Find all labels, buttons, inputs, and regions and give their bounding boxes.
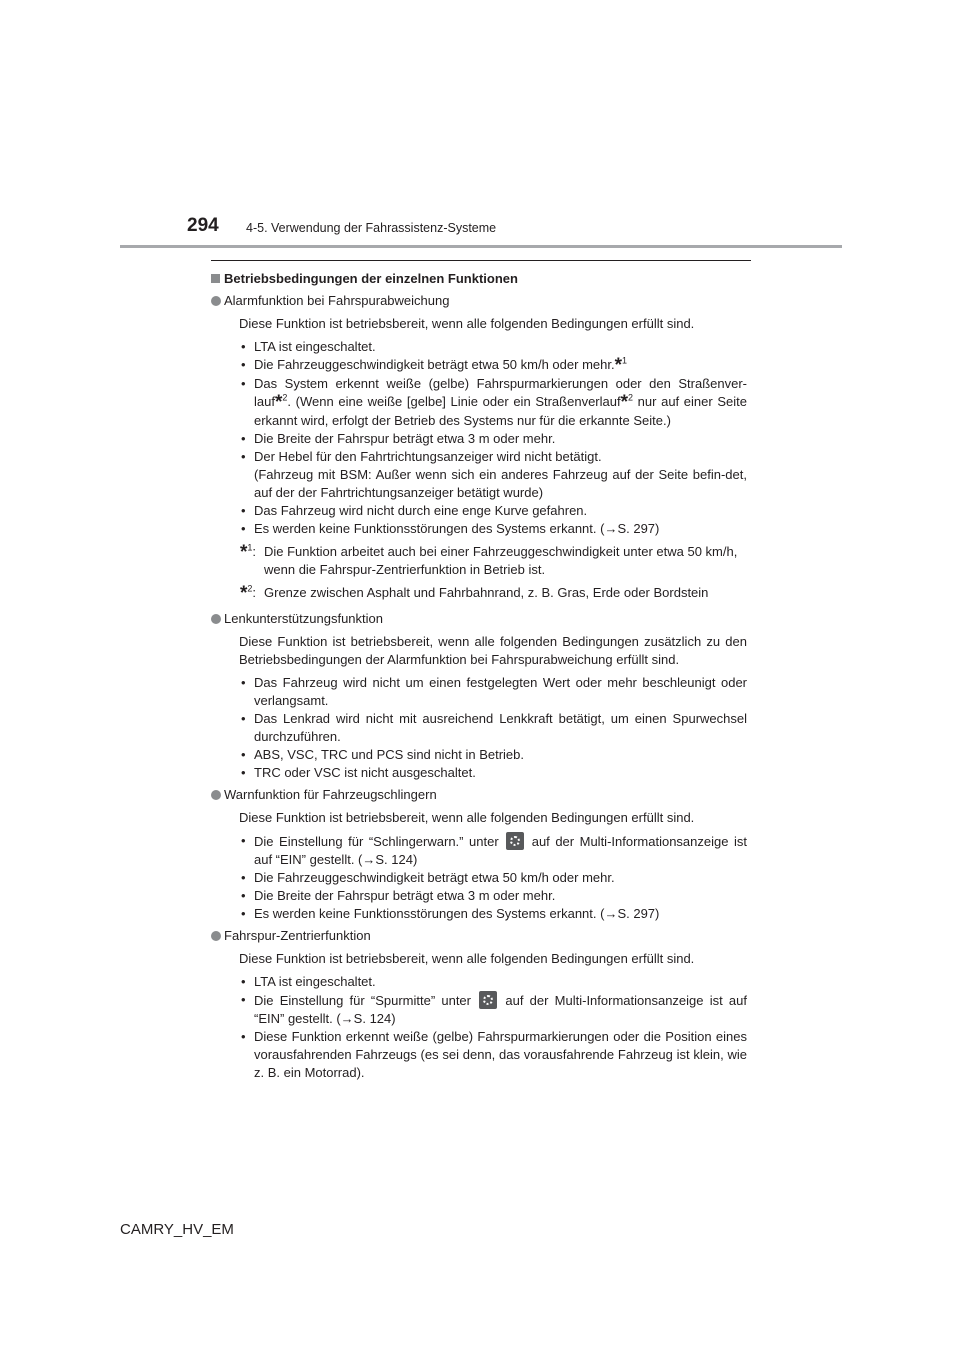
- list-item: • Die Einstellung für “Spurmitte” unter auf der Multi-Informationsanzeige ist auf “EIN” gestellt. (→S. 124): [239, 991, 747, 1028]
- square-bullet-icon: [211, 274, 220, 283]
- sway-intro: Diese Funktion ist betriebsbereit, wenn alle folgenden Bedingungen erfüllt sind.: [239, 810, 695, 825]
- list-item: • TRC oder VSC ist nicht ausgeschaltet.: [239, 764, 747, 782]
- list-item: • ABS, VSC, TRC und PCS sind nicht in Betrieb.: [239, 746, 747, 764]
- steering-intro: Diese Funktion ist betriebsbereit, wenn alle folgenden Bedingungen zusätzlich zu den Betriebsbedingungen der Alarmfunktion bei Fahrspurabweichung erfüllt sind.: [239, 634, 747, 667]
- list-item: • Der Hebel für den Fahrtrichtungsanzeiger wird nicht betätigt. (Fahrzeug mit BSM: Außer wenn sich ein anderes Fahrzeug auf der Seite befin-det, auf der der Fahrtrichtungsanzeiger betätigt wurde): [239, 448, 747, 502]
- footnote-ref: 1: [622, 355, 628, 366]
- item-heading-centering: [224, 927, 747, 945]
- chapter-title: 4-5. Verwendung der Fahrassistenz-Systeme: [246, 221, 497, 235]
- list-item: • LTA ist eingeschaltet.: [239, 973, 747, 991]
- section-title: Betriebsbedingungen der einzelnen Funktionen: [224, 271, 518, 286]
- section-heading: [211, 270, 747, 288]
- circle-bullet-icon: [211, 296, 221, 306]
- list-item: • Diese Funktion erkennt weiße (gelbe) Fahrspurmarkierungen oder die Position eines vorausfahrenden Fahrzeugs (es sei denn, das vorausfahrende Fahrzeug ist klein, wie z. B. ein Motorrad).: [239, 1028, 747, 1082]
- list-item: • Die Breite der Fahrspur beträgt etwa 3 m oder mehr.: [239, 430, 747, 448]
- circle-bullet-icon: [211, 614, 221, 624]
- footnote-marker: *: [614, 355, 622, 376]
- list-item: • Es werden keine Funktionsstörungen des Systems erkannt. (→S. 297): [239, 520, 747, 538]
- list-item: • Die Fahrzeuggeschwindigkeit beträgt etwa 50 km/h oder mehr.*$^1$: [239, 356, 747, 375]
- centering-intro: Diese Funktion ist betriebsbereit, wenn alle folgenden Bedingungen erfüllt sind.: [239, 951, 695, 966]
- list-item: • LTA ist eingeschaltet.: [239, 338, 747, 356]
- alarm-intro: Diese Funktion ist betriebsbereit, wenn alle folgenden Bedingungen erfüllt sind.: [239, 316, 695, 331]
- footnote-2: *$^2$: Grenze zwischen Asphalt und Fahrbahnrand, z. B. Gras, Erde oder Bordstein: [240, 583, 709, 604]
- sway-conditions: [239, 832, 747, 923]
- list-item: • Das Fahrzeug wird nicht durch eine enge Kurve gefahren.: [239, 502, 747, 520]
- list-item: • Die Einstellung für “Schlingerwarn.” unter auf der Multi-Informationsanzeige ist auf “EIN” gestellt. (→S. 124): [239, 832, 747, 869]
- item-heading-steering: [224, 610, 747, 628]
- item-heading-alarm: [224, 292, 747, 310]
- footnote-ref: 2: [628, 392, 634, 403]
- list-item: • Die Fahrzeuggeschwindigkeit beträgt etwa 50 km/h oder mehr.: [239, 869, 747, 887]
- header-divider: [120, 245, 842, 248]
- centering-conditions: [239, 973, 747, 1082]
- list-item: • Das Fahrzeug wird nicht um einen festgelegten Wert oder mehr beschleunigt oder verlangsamt.: [239, 674, 747, 710]
- footnote-1: *$^1$: Die Funktion arbeitet auch bei einer Fahrzeuggeschwindigkeit unter etwa 50 km/h, wenn die Fahrspur-Zentrierfunktion in Betrieb ist.: [240, 542, 738, 577]
- circle-bullet-icon: [211, 931, 221, 941]
- settings-gear-icon: [506, 832, 524, 850]
- page-body: [211, 270, 747, 1086]
- content-divider: [211, 260, 751, 261]
- item-title: Lenkunterstützungsfunktion: [224, 611, 383, 626]
- settings-gear-icon: [479, 991, 497, 1009]
- item-title: Warnfunktion für Fahrzeugschlingern: [224, 787, 437, 802]
- list-item: • Die Breite der Fahrspur beträgt etwa 3 m oder mehr.: [239, 887, 747, 905]
- steering-conditions: [239, 674, 747, 782]
- item-title: Fahrspur-Zentrierfunktion: [224, 928, 371, 943]
- footnote-marker: *: [620, 392, 628, 413]
- footnote-marker: *: [274, 392, 283, 413]
- page-number: 294: [187, 215, 219, 236]
- item-title: Alarmfunktion bei Fahrspurabweichung: [224, 293, 450, 308]
- footer-model-code: CAMRY_HV_EM: [120, 1221, 234, 1238]
- alarm-conditions: [239, 338, 747, 538]
- footnote-ref: 2: [282, 392, 288, 403]
- item-heading-sway: [224, 786, 747, 804]
- list-item: • Es werden keine Funktionsstörungen des Systems erkannt. (→S. 297): [239, 905, 747, 923]
- list-item: • Das Lenkrad wird nicht mit ausreichend Lenkkraft betätigt, um einen Spurwechsel durchzuführen.: [239, 710, 747, 746]
- circle-bullet-icon: [211, 790, 221, 800]
- list-item: • Das System erkennt weiße (gelbe) Fahrspurmarkierungen oder den Straßenver-lauf*$^2$. (Wenn eine weiße [gelbe] Linie oder ein Straßenverlauf*$^2$ nur auf einer Seite erkannt wird, erfolgt der Betrieb des Systems nur für die erkannte Seite.): [239, 375, 747, 430]
